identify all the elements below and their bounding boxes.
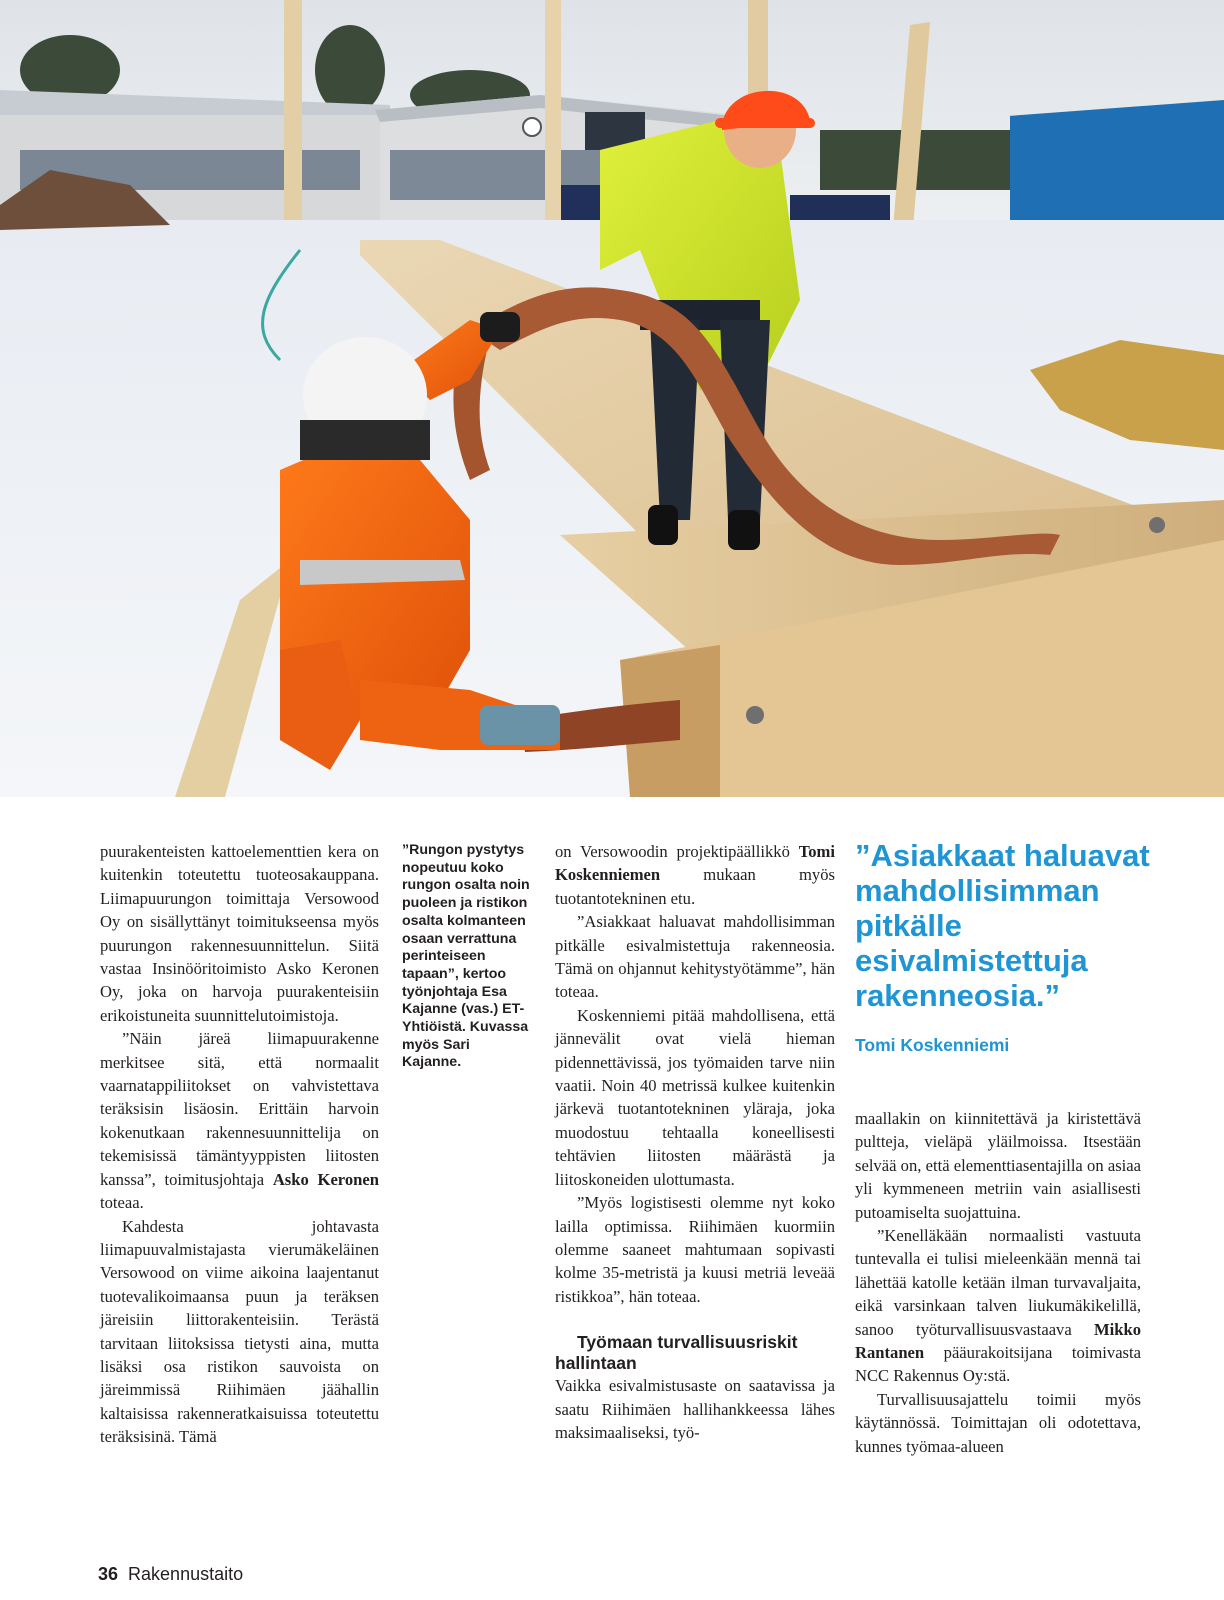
- paragraph: Kahdesta johtavasta liimapuuvalmistajasta vierumäkeläinen Versowood on viime aikoina laajentanut tuotevalikoimaansa puun ja teräksen järeisiin liittorakenteisiin. Terästä tarvitaan liitoksissa tietysti aina, mutta lisäksi osa ristikon sauvoista on järeimmissä Riihimäen jäähallin kaltaisissa rakenneratkaisuissa toteutettu teräksisinä. Tämä: [100, 1216, 379, 1447]
- paragraph: ”Näin järeä liimapuurakenne merkitsee sitä, että normaalit vaarnatappiliitokset on vahvistettava teräksisin lisäosin. Erittäin harvoin kokenutkaan rakennesuunnittelija on tekemisissä tämäntyyppisten liitosten kanssa”, toimitusjohtaja Asko Keronen toteaa.: [100, 1029, 379, 1213]
- photo-caption: ”Rungon pystytys nopeutuu koko rungon osalta noin puoleen ja ristikon osalta kolmanteen osaan verrattuna perinteiseen tapaan”, kertoo työnjohtaja Esa Kajanne (vas.) ET-Yhtiöistä. Kuvassa myös Sari Kajanne.: [402, 842, 530, 1071]
- pull-quote-text: ”Asiakkaat haluavat mahdollisimman pitkälle esivalmistettuja rakenneosia.”: [855, 838, 1150, 1013]
- magazine-name: Rakennustaito: [128, 1564, 244, 1584]
- person-name: Asko Keronen: [272, 1169, 379, 1189]
- paragraph: Vaikka esivalmistusaste on saatavissa ja saatu Riihimäen hallihankkeessa lähes maksimaaliseksi, työ-: [555, 1376, 835, 1442]
- construction-site-photo: [0, 0, 1224, 797]
- article-column-3: [855, 1107, 1141, 1458]
- page-footer: [98, 1564, 243, 1585]
- paragraph: ”Kenelläkään normaalisti vastuuta tuntevalla ei tulisi mieleenkään mennä tai lähettää katolle ketään ilman turvavaljaita, eikä varsinkaan talven liukumäkikelillä, sanoo työturvallisuusvastaava Mikko Rantanen pääurakoitsijana toimivasta NCC Rakennus Oy:stä.: [855, 1226, 1141, 1386]
- pull-quote-attribution: Tomi Koskenniemi: [855, 1035, 1010, 1055]
- paragraph: maallakin on kiinnitettävä ja kiristettävä pultteja, vieläpä yläilmoissa. Itsestään selvää on, että elementtiasentajilla on asiaa yli kymmeneen metriin vain asiallisesti putoamiselta suojattuina.: [855, 1109, 1141, 1222]
- paragraph: puurakenteisten kattoelementtien kera on kuitenkin toteutettu tuoteosakauppana. Liimapuurungon toimittaja Versowood Oy on sisällyttänyt toimitukseensa myös puurungon rakennesuunnittelun. Siitä vastaa Insinööritoimisto Asko Keronen Oy, joka on harvoja puurakenteisiin erikoistuneita suunnittelutoimistoja.: [100, 842, 379, 1025]
- paragraph: on Versowoodin projektipäällikkö Tomi Koskenniemen mukaan myös tuotantotekninen etu.: [555, 842, 835, 908]
- page-number: 36: [98, 1564, 119, 1584]
- pull-quote: [855, 838, 1155, 1056]
- paragraph: Koskenniemi pitää mahdollisena, että jännevälit ovat vielä hieman pidennettävissä, jos työmaiden tarve niin vaatii. Noin 40 metrissä kulkee kuitenkin järkevä tuotantotekninen yläraja, joka muodostuu tehtaalla koneellisesti tehtävien liitosten määrästä ja liitoskoneiden ulottumasta.: [555, 1005, 835, 1189]
- paragraph: Turvallisuusajattelu toimii myös käytännössä. Toimittajan oli odotettava, kunnes työmaa-alueen: [855, 1389, 1141, 1456]
- person-name: Mikko Rantanen: [855, 1319, 1141, 1363]
- section-subheading: Työmaan turvallisuusriskit hallintaan: [555, 1332, 798, 1374]
- article-column-2: [555, 840, 835, 1444]
- article-column-1: [100, 840, 379, 1449]
- paragraph: ”Myös logistisesti olemme nyt koko lailla optimissa. Riihimäen kuormiin olemme saaneet mahtumaan sopivasti kolme 35-metristä ja kuusi metriä leveää ristikkoa”, hän toteaa.: [555, 1193, 835, 1306]
- paragraph: ”Asiakkaat haluavat mahdollisimman pitkälle esivalmistettuja rakenneosia. Tämä on ohjannut kehitystyötämme”, hän toteaa.: [555, 912, 835, 1002]
- person-name: Tomi Koskenniemen: [555, 842, 835, 885]
